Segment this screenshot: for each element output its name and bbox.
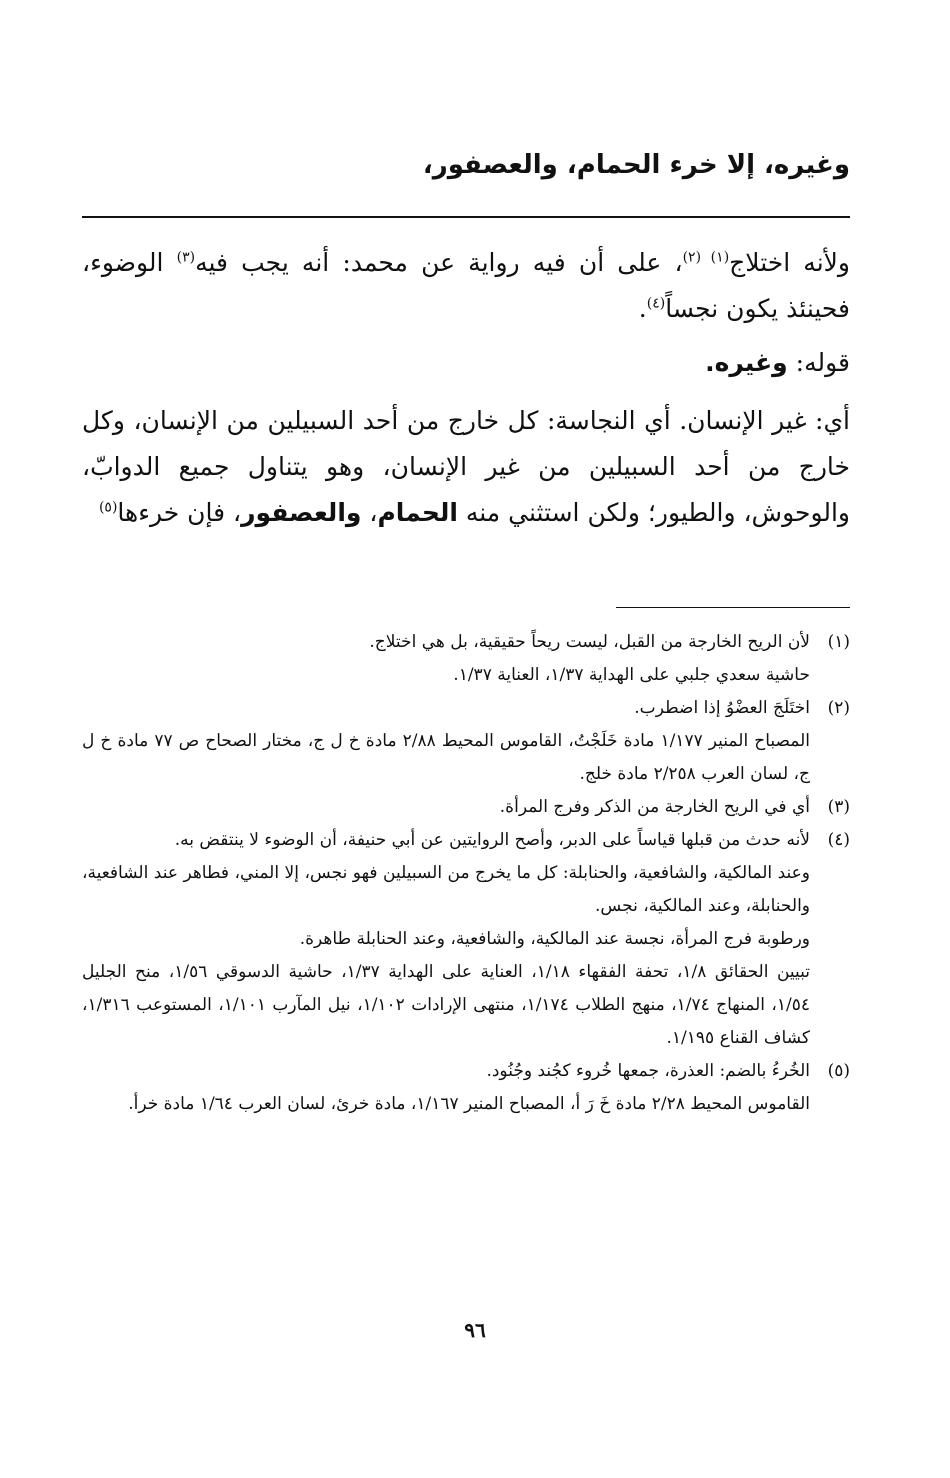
- footnote-number: (١): [827, 632, 850, 652]
- qawluhu-word: وغيره.: [705, 348, 788, 377]
- footnote-3: [82, 791, 850, 824]
- qawluhu-label: قوله:: [787, 348, 850, 377]
- footnote-line: وعند المالكية، والشافعية، والحنابلة: كل ما يخرج من السبيلين فهو نجس، إلا المني، فطاهر عند الشافعية، والحنابلة، وعند المالكية، نجس.: [82, 863, 810, 916]
- sharh-separator: ،: [361, 498, 378, 527]
- highlight-hamam: الحمام: [377, 498, 458, 527]
- sharh-text: ، على أن فيه رواية عن محمد: أنه يجب فيه: [195, 248, 683, 277]
- footnotes: [82, 626, 850, 1121]
- highlight-usfur: والعصفور: [241, 498, 362, 527]
- sharh-text: ، فإن خرءها: [117, 498, 242, 527]
- footnote-ref[interactable]: (٤): [646, 295, 666, 312]
- footnote-line: لأنه حدث من قبلها قياساً على الدبر، وأصح الروايتين عن أبي حنيفة، أن الوضوء لا ينتقض به.: [174, 830, 810, 850]
- footnote-line: اختَلَجَ العضْوُ إذا اضطرب.: [634, 698, 810, 718]
- footnote-5: [82, 1055, 850, 1121]
- footnote-number: (٢): [827, 698, 850, 718]
- sharh-text: الوضوء، فحينئذ يكون نجساً: [82, 248, 850, 323]
- page-number: ٩٦: [464, 1318, 486, 1342]
- footnote-line: حاشية سعدي جلبي على الهداية ١/٣٧، العناية ١/٣٧.: [453, 665, 810, 685]
- footnote-number: (٤): [827, 830, 850, 850]
- sharh-text: .: [638, 294, 647, 323]
- matn-heading: وغيره، إلا خرء الحمام، والعصفور،: [422, 150, 850, 180]
- footnote-line: الخُرءُ بالضم: العذرة، جمعها خُروء كجُند وجُنُود.: [486, 1061, 810, 1081]
- matn-divider: [82, 216, 850, 218]
- sharh-text: أي: غير الإنسان. أي النجاسة: كل خارج من أحد السبيلين من الإنسان، وكل خارج من أحد السبيلين من غير الإنسان، وهو يتناول جميع الدوابّ، والوحوش، والطيور؛ ولكن استثني منه: [82, 406, 850, 527]
- sharh-paragraph-2: [82, 398, 850, 536]
- footnote-line: القاموس المحيط ٢/٢٨ مادة خَ رَ أ، المصباح المنير ١/١٦٧، مادة خرئ، لسان العرب ١/٦٤ مادة خرأ.: [128, 1094, 810, 1114]
- footnote-number: (٣): [827, 797, 850, 817]
- footnote-ref[interactable]: (١) (٢): [682, 249, 730, 266]
- qawluhu-line: [82, 340, 850, 386]
- footnote-number: (٥): [827, 1061, 850, 1081]
- footnote-line: لأن الريح الخارجة من القبل، ليست ريحاً حقيقية، بل هي اختلاج.: [369, 632, 810, 652]
- sharh-text: ولأنه اختلاج: [729, 248, 851, 277]
- footnote-4: [82, 824, 850, 1055]
- footnote-1: [82, 626, 850, 692]
- sharh-paragraph-1: [82, 240, 850, 332]
- footnote-ref[interactable]: (٥): [98, 499, 118, 516]
- footnote-line: تبيين الحقائق ١/٨، تحفة الفقهاء ١/١٨، العناية على الهداية ١/٣٧، حاشية الدسوقي ١/٥٦، منح الجليل ١/٥٤، المنهاج ١/٧٤، منهج الطلاب ١/١٧٤، منتهى الإرادات ١/١٠٢، نيل المآرب ١/١٠١، المستوعب ١/٣١٦، كشاف القناع ١/١٩٥.: [82, 962, 811, 1048]
- footnote-line: أي في الريح الخارجة من الذكر وفرج المرأة.: [499, 797, 810, 817]
- footnote-ref[interactable]: (٣): [176, 249, 196, 266]
- footnote-line: ورطوبة فرج المرأة، نجسة عند المالكية، والشافعية، وعند الحنابلة طاهرة.: [299, 929, 810, 949]
- footnote-line: المصباح المنير ١/١٧٧ مادة خَلَجْتُ، القاموس المحيط ٢/٨٨ مادة خ ل ج، مختار الصحاح ص ٧٧ مادة خ ل ج، لسان العرب ٢/٢٥٨ مادة خلج.: [82, 731, 810, 784]
- footnote-divider: [616, 607, 850, 608]
- footnote-2: [82, 692, 850, 791]
